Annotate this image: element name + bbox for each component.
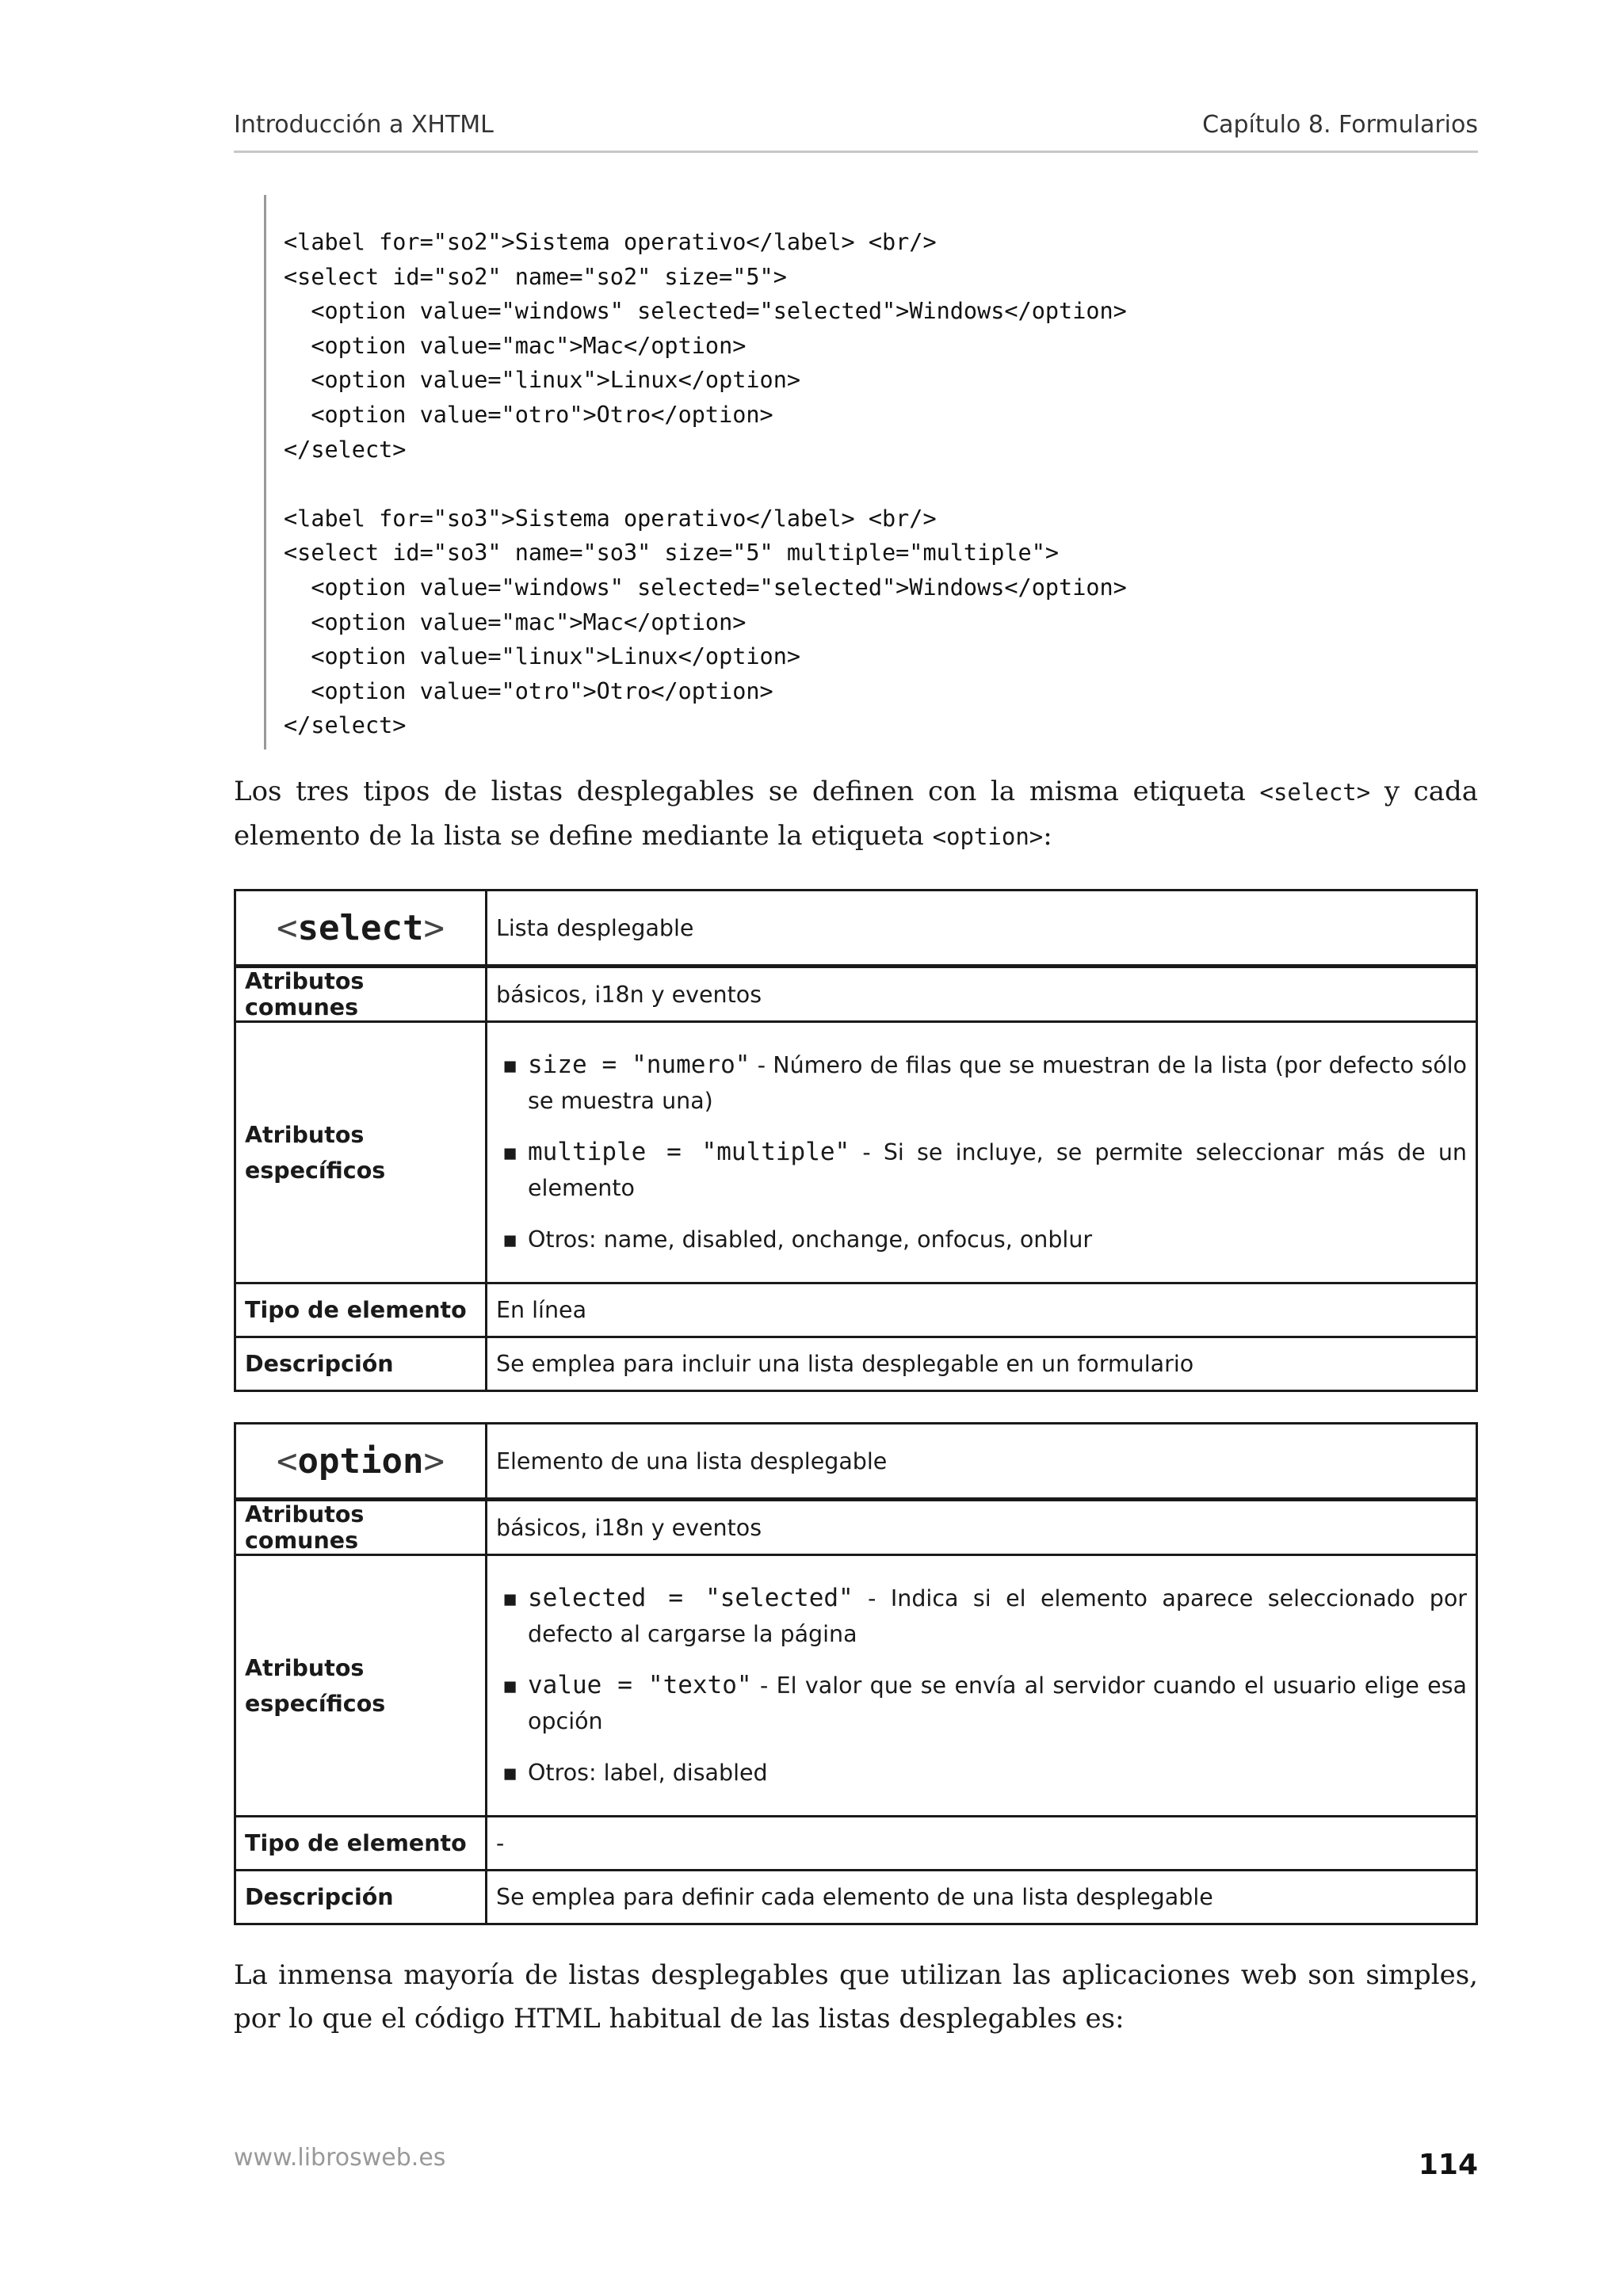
table-row [235, 967, 1477, 1022]
row-label: Descripción [235, 1871, 487, 1924]
select-reference-table [234, 889, 1478, 1392]
row-value: básicos, i18n y eventos [487, 967, 1477, 1022]
page-number: 114 [1418, 2149, 1478, 2181]
code-line: <select id="so3" name="so3" size="5" multiple="multiple"> [284, 540, 1060, 566]
list-item: ▪ selected = "selected" - Indica si el elemento aparece seleccionado por defecto al cargarse la página [502, 1584, 1467, 1647]
code-line: <label for="so3">Sistema operativo</label> <br/> [284, 505, 937, 532]
table-row [235, 1871, 1477, 1924]
tag-name-cell: <select> [235, 891, 487, 967]
attribute-list [496, 1581, 1467, 1791]
row-label: Atributos comunes [235, 1500, 487, 1555]
code-block [264, 195, 1136, 749]
row-label: Descripción [235, 1337, 487, 1391]
code-line: <option value="otro">Otro</option> [284, 401, 773, 428]
book-title: Introducción a XHTML [234, 111, 494, 139]
code-line: </select> [284, 436, 407, 463]
attribute-list-cell [487, 1555, 1477, 1817]
attribute-list-cell [487, 1022, 1477, 1283]
row-label: Tipo de elemento [235, 1817, 487, 1871]
table-row [235, 1555, 1477, 1817]
list-item: ▪ value = "texto" - El valor que se envía al servidor cuando el usuario elige esa opción [502, 1671, 1467, 1734]
chapter-title: Capítulo 8. Formularios [1202, 111, 1478, 139]
row-value: Se emplea para definir cada elemento de una lista desplegable [487, 1871, 1477, 1924]
code-line: <option value="mac">Mac</option> [284, 332, 747, 359]
closing-paragraph: La inmensa mayoría de listas desplegables que utilizan las aplicaciones web son simples, por lo que el código HTML habitual de las listas desplegables es: [234, 1959, 1478, 2035]
attribute-list [496, 1047, 1467, 1257]
list-item: ▪ Otros: label, disabled [502, 1760, 768, 1786]
list-item: ▪ size = "numero" - Número de filas que se muestran de la lista (por defecto sólo se muestra una) [502, 1051, 1467, 1114]
intro-paragraph: Los tres tipos de listas desplegables se definen con la misma etiqueta <select> y cada elemento de la lista se define mediante la etiqueta <option>: [234, 776, 1479, 852]
table-row [235, 1817, 1477, 1871]
table-row [235, 1500, 1477, 1555]
code-line: <option value="mac">Mac</option> [284, 608, 747, 635]
tag-description: Lista desplegable [487, 891, 1477, 967]
inline-code-option: <option> [932, 823, 1044, 850]
tag-description: Elemento de una lista desplegable [487, 1424, 1477, 1500]
row-label: Atributos comunes [235, 967, 487, 1022]
footer-website-link[interactable]: www.librosweb.es [234, 2144, 446, 2172]
list-item: ▪ multiple = "multiple" - Si se incluye, se permite seleccionar más de un elemento [502, 1138, 1467, 1201]
code-line: </select> [284, 712, 407, 739]
table-row [235, 891, 1477, 967]
option-reference-table [234, 1422, 1478, 1925]
table-row [235, 1424, 1477, 1500]
table-row [235, 1022, 1477, 1283]
code-line: <select id="so2" name="so2" size="5"> [284, 263, 787, 290]
table-row [235, 1283, 1477, 1337]
code-line [284, 467, 1136, 502]
code-line: <option value="windows" selected="selected">Windows</option> [284, 574, 1127, 601]
row-value: básicos, i18n y eventos [487, 1500, 1477, 1555]
tag-name-cell: <option> [235, 1424, 487, 1500]
row-value: En línea [487, 1283, 1477, 1337]
code-line: <option value="linux">Linux</option> [284, 367, 801, 394]
list-item: ▪ Otros: name, disabled, onchange, onfocus, onblur [502, 1226, 1093, 1253]
row-value: Se emplea para incluir una lista desplegable en un formulario [487, 1337, 1477, 1391]
table-row [235, 1337, 1477, 1391]
row-label: Atributos específicos [235, 1022, 487, 1283]
code-line: <option value="linux">Linux</option> [284, 643, 801, 670]
row-value: - [487, 1817, 1477, 1871]
code-line: <option value="otro">Otro</option> [284, 677, 773, 704]
row-label: Atributos específicos [235, 1555, 487, 1817]
code-line: <label for="so2">Sistema operativo</label> <br/> [284, 229, 937, 255]
row-label: Tipo de elemento [235, 1283, 487, 1337]
page-header [234, 109, 1478, 153]
code-line: <option value="windows" selected="selected">Windows</option> [284, 298, 1127, 325]
inline-code-select: <select> [1259, 779, 1371, 806]
